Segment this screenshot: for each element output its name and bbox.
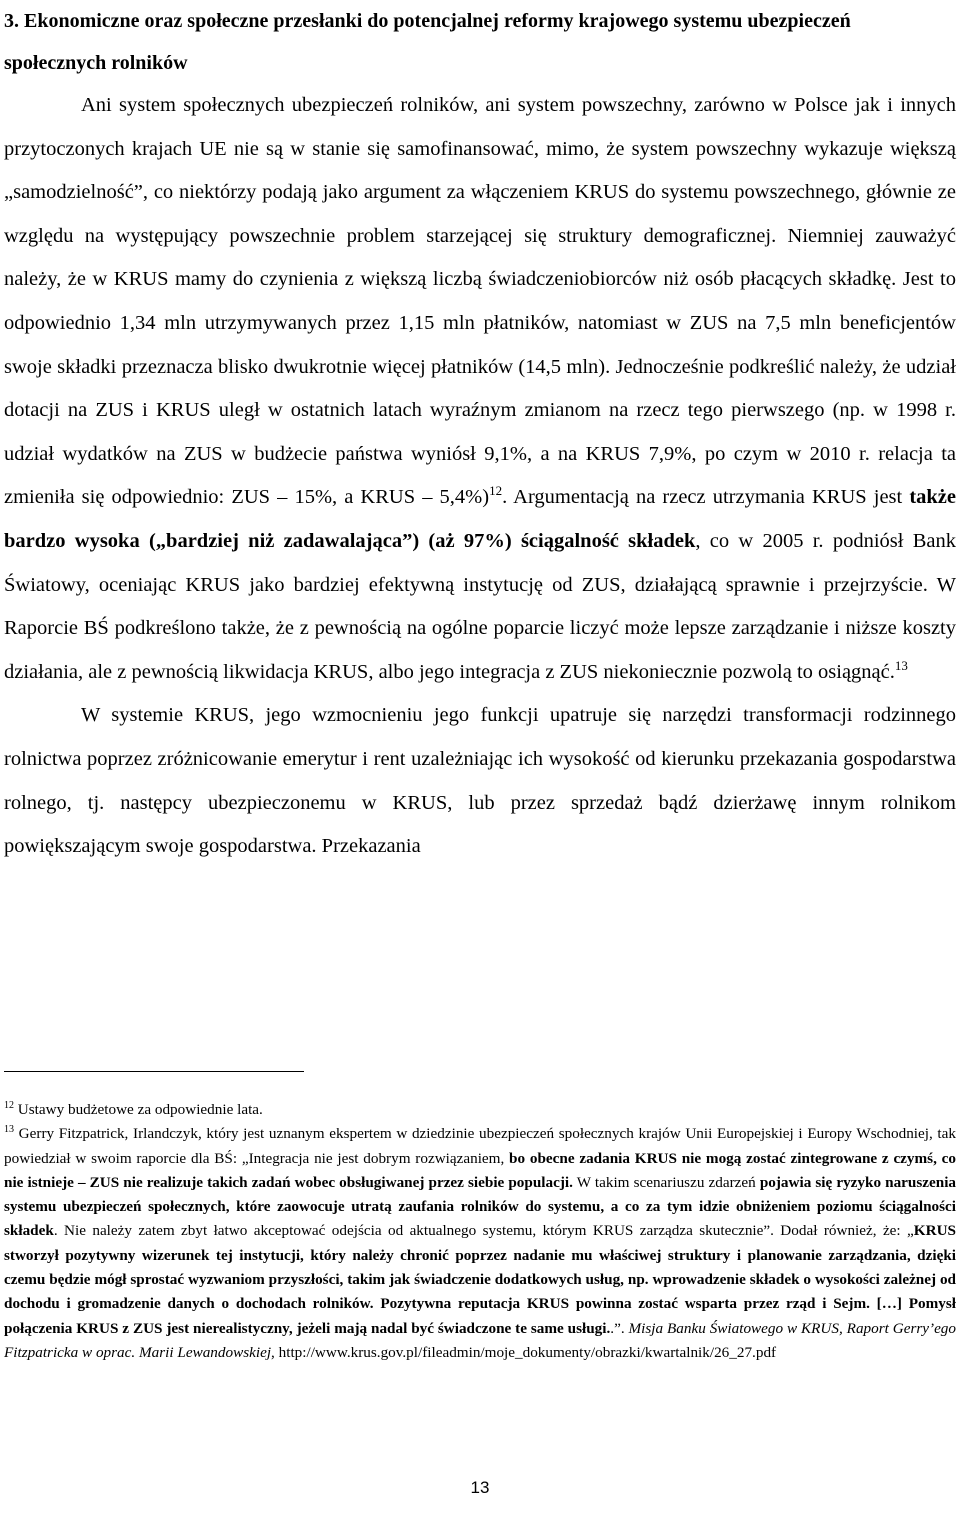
paragraph <box>4 84 956 694</box>
footnote-ref-12[interactable]: 12 <box>489 483 503 499</box>
bold-text-run: także bardzo wysoka („bardziej niż zadawalająca”) (aż 97%) ściągalność składek <box>4 486 956 552</box>
footnote-13 <box>4 1122 956 1365</box>
section-title: Ekonomiczne oraz społeczne przesłanki do potencjalnej reformy krajowego systemu ubezpieczeń społecznych rolników <box>4 10 851 74</box>
footnote-number: 13 <box>4 1124 14 1136</box>
bold-text-run: pojawia się ryzyko naruszenia systemu ubezpieczeń społecznych, które zaowocuje utratą zaufania rolników do systemu, a co za tym idzie obniżeniem poziomu ściągalności składek <box>4 1173 957 1240</box>
text-run: Gerry Fitzpatrick, Irlandczyk, który jest uznanym ekspertem w dziedzinie ubezpieczeń społecznych krajów Unii Europejskiej i Europy Wschodniej, tak powiedział w swoim raporcie dla BŚ: „Integracja nie jest dobrym rozwiązaniem, <box>4 1125 956 1167</box>
footnotes <box>4 1098 956 1365</box>
text-run: .”. <box>610 1319 629 1337</box>
italic-text-run: Misja Banku Światowego w KRUS, Raport Gerry’ego Fitzpatricka w oprac. Marii Lewandowskiej <box>4 1319 956 1361</box>
text-run: . Argumentacją na rzecz utrzymania KRUS jest <box>502 486 910 509</box>
section-number: 3. <box>4 10 19 32</box>
footnote-text: Ustawy budżetowe za odpowiednie lata. <box>17 1101 263 1118</box>
text-run: Ani system społecznych ubezpieczeń rolników, ani system powszechny, zarówno w Polsce jak i innych przytoczonych krajach UE nie są w stanie się samofinansować, mimo, że system powszechny wykazuje większą „samodzielność”, co niektórzy podają jako argument za włączeniem KRUS do systemu powszechnego, głównie ze względu na występujący powszechnie problem starzejącej się struktury demograficznej. Niemniej zauważyć należy, że w KRUS mamy do czynienia z większą liczbą świadczeniobiorców niż osób płacących składkę. Jest to odpowiednio 1,34 mln utrzymywanych przez 1,15 mln płatników, natomiast w ZUS na 7,5 mln beneficjentów swoje składki przeznacza blisko dwukrotnie więcej płatników (14,5 mln). Jednocześnie podkreślić należy, że udział dotacji na ZUS i KRUS uległ w ostatnich latach wyraźnym zmianom na rzecz tego pierwszego (np. w 1998 r. udział wydatków na ZUS w budżecie państwa wyniósł 9,1%, a na KRUS 7,9%, po czym w 2010 r. relacja ta zmieniła się odpowiednio: ZUS – 15%, a KRUS – 5,4%) <box>4 94 956 509</box>
body-text <box>4 84 956 869</box>
footnote-ref-13[interactable]: 13 <box>894 657 908 673</box>
section-heading <box>4 0 956 84</box>
footnote-number: 12 <box>4 1100 14 1111</box>
footnote-12 <box>4 1098 956 1122</box>
bold-text-run: KRUS stworzył pozytywny wizerunek tej instytucji, który należy chronić poprzez nadanie mu właściwej struktury i planowanie zarządzania, dzięki czemu będzie mógł sprostać wyzwaniom przyszłości, takim jak świadczenie dodatkowych usług, np. wprowadzenie składek o wysokości zależnej od dochodu i gromadzenie danych o dochodach rolników. Pozytywna reputacja KRUS powinna zostać wsparta przez rząd i Sejm. […] Pomysł połączenia KRUS z ZUS jest nierealistyczny, jeżeli mają nadal być świadczone te same usługi. <box>4 1222 956 1337</box>
paragraph: W systemie KRUS, jego wzmocnieniu jego funkcji upatruje się narzędzi transformacji rodzinnego rolnictwa poprzez zróżnicowanie emerytur i rent uzależniając ich wysokość od kierunku przekazania gospodarstwa rolnego, tj. następcy ubezpieczonemu w KRUS, lub przez sprzedaż bądź dzierżawę innym rolnikom powiększającym swoje gospodarstwa. Przekazania <box>4 704 956 858</box>
text-run: , co w 2005 r. podniósł Bank Światowy, oceniając KRUS jako bardziej efektywną instytucję od ZUS, działającą sprawnie i przejrzyście. W Raporcie BŚ podkreślono także, że z pewnością na ogólne poparcie liczyć może lepsze zarządzanie i niższe koszty działania, ale z pewnością likwidacja KRUS, albo jego integracja z ZUS niekoniecznie pozwolą to osiągnąć. <box>4 529 956 683</box>
text-run: . Nie należy zatem zbyt łatwo akceptować odejścia od aktualnego systemu, którym KRUS zarządza skutecznie”. Dodał również, że: „ <box>53 1222 914 1240</box>
bold-text-run: bo obecne zadania KRUS nie mogą zostać zintegrowane z czymś, co nie istnieje – ZUS nie realizuje takich zadań wobec obsługiwanej przez siebie populacji. <box>4 1149 956 1191</box>
source-link[interactable]: , http://www.krus.gov.pl/fileadmin/moje_dokumenty/obrazki/kwartalnik/26_27.pdf <box>271 1343 777 1361</box>
page-number: 13 <box>470 1478 490 1497</box>
footnote-separator <box>4 1071 304 1072</box>
text-run: W takim scenariuszu zdarzeń <box>572 1173 760 1191</box>
